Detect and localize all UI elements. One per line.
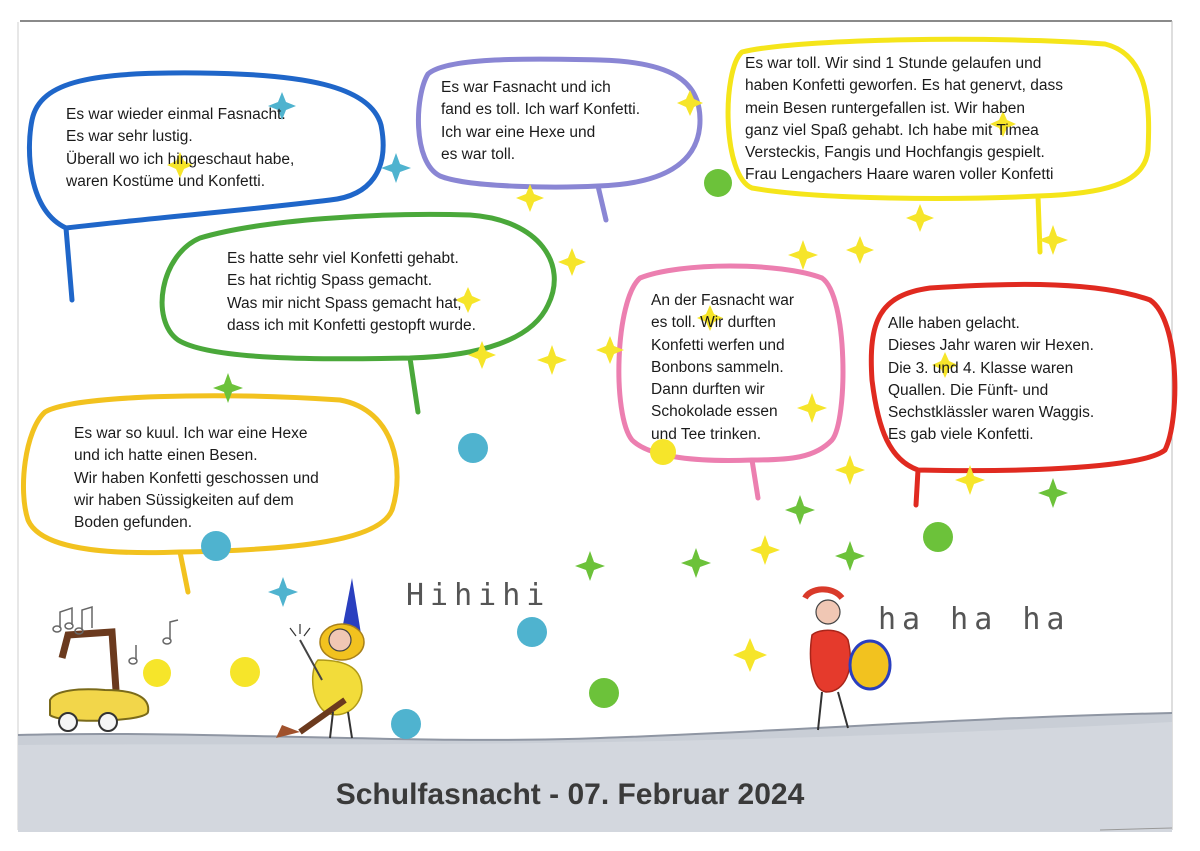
pink-bubble-text: An der Fasnacht war es toll. Wir durften Konfetti werfen und Bonbons sammeln. Dann durften wir Schokolade essen und Tee trinken.: [651, 292, 795, 443]
red-bubble-text: Alle haben gelacht. Dieses Jahr waren wir Hexen. Die 3. und 4. Klasse waren Quallen. Die Fünft- und Sechstklässler waren Waggis. Es gab viele Konfetti.: [888, 315, 1095, 444]
handwriting-hihihi: Hihihi: [406, 578, 551, 613]
witch-character: [276, 578, 364, 738]
ground-shading: [18, 713, 1172, 832]
yellow-top-bubble-text: Es war toll. Wir sind 1 Stunde gelaufen und haben Konfetti geworfen. Es hat genervt, dass mein Besen runtergefallen ist. Wir haben ganz viel Spaß gehabt. Ich habe mit Timea Versteckis, Fangis und Hochfangis gespielt. Frau Lengachers Haare waren voller Konfetti: [745, 55, 1063, 184]
green-bubble-text: Es hatte sehr viel Konfetti gehabt. Es hat richtig Spass gemacht. Was mir nicht Spass gemacht hat, dass ich mit Konfetti gestopft wurde.: [227, 250, 476, 334]
purple-bubble-text: Es war Fasnacht und ich fand es toll. Ich warf Konfetti. Ich war eine Hexe und es war toll.: [441, 79, 641, 163]
handwriting-hahaha: ha ha ha: [878, 602, 1071, 637]
yellow-bottom-bubble-text: Es war so kuul. Ich war eine Hexe und ich hatte einen Besen. Wir haben Konfetti geschossen und wir haben Süssigkeiten auf dem Boden gefunden.: [74, 425, 319, 532]
blue-bubble-text: Es war wieder einmal Fasnacht. Es war sehr lustig. Überall wo ich hingeschaut habe, waren Kostüme und Konfetti.: [66, 106, 295, 190]
page-title: Schulfasnacht - 07. Februar 2024: [335, 778, 805, 811]
